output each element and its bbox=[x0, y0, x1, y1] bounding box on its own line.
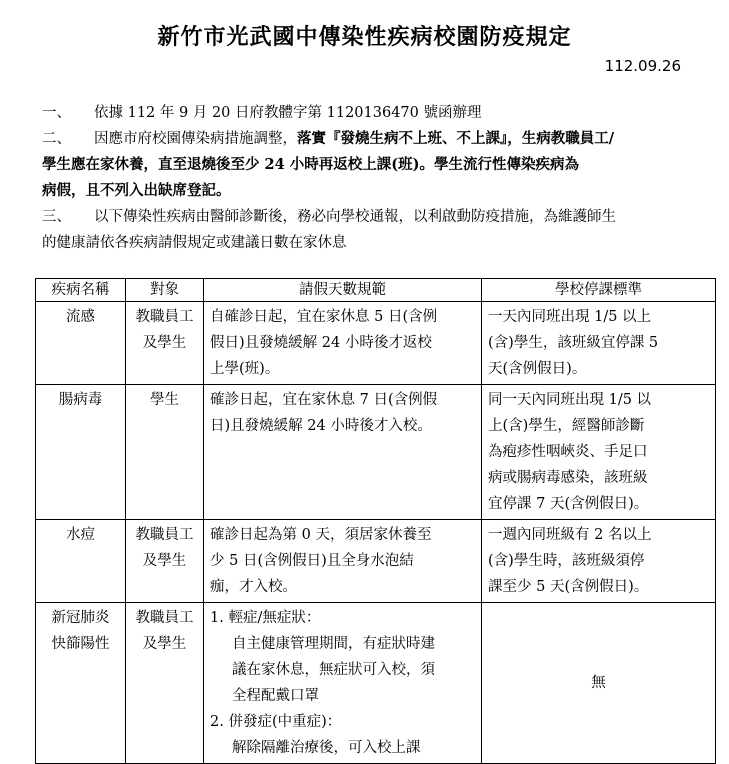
suspension-line: 無 bbox=[591, 675, 606, 691]
disease-name-cell bbox=[36, 603, 126, 764]
leave-line: 議在家休息，無症狀可入校，須 bbox=[232, 662, 435, 678]
disease-name-cell bbox=[36, 385, 126, 520]
document-date: 112.09.26 bbox=[604, 57, 681, 75]
suspension-line: 一天內同班出現 1/5 以上 bbox=[488, 309, 652, 325]
suspension-line: 天(含例假日)。 bbox=[488, 361, 587, 377]
column-header: 疾病名稱 bbox=[36, 279, 126, 302]
item-text: 因應市府校園傳染病措施調整， bbox=[94, 131, 297, 147]
regulation-items bbox=[42, 100, 722, 256]
list-item bbox=[42, 100, 722, 126]
target-cell bbox=[126, 302, 204, 385]
item-text: 的健康請依各疾病請假規定或建議日數在家休息 bbox=[42, 235, 347, 251]
table-row bbox=[36, 603, 716, 764]
leave-line: 確診日起為第 0 天，須居家休養至 bbox=[210, 527, 432, 543]
disease-name: 新冠肺炎 bbox=[51, 610, 110, 626]
suspension-rule-cell bbox=[482, 385, 716, 520]
table-row bbox=[36, 302, 716, 385]
target-cell bbox=[126, 603, 204, 764]
table-row bbox=[36, 385, 716, 520]
target-line: 及學生 bbox=[142, 636, 187, 652]
table-row bbox=[36, 520, 716, 603]
suspension-rule-cell bbox=[482, 520, 716, 603]
disease-name: 流感 bbox=[66, 309, 95, 325]
leave-line: 自主健康管理期間，有症狀時建 bbox=[232, 636, 435, 652]
suspension-line: 上(含)學生，經醫師診斷 bbox=[488, 418, 645, 434]
disease-name-cell bbox=[36, 520, 126, 603]
leave-line: 確診日起，宜在家休息 7 日(含例假 bbox=[210, 392, 438, 408]
target-cell bbox=[126, 520, 204, 603]
column-header: 對象 bbox=[126, 279, 204, 302]
suspension-line: (含)學生時，該班級須停 bbox=[488, 553, 645, 569]
item-number: 三、 bbox=[42, 209, 71, 225]
page-title: 新竹市光武國中傳染性疾病校園防疫規定 bbox=[157, 25, 572, 50]
disease-name: 腸病毒 bbox=[58, 392, 103, 408]
disease-name: 水痘 bbox=[66, 527, 95, 543]
leave-subitem-heading: 2. 併發症(中重症)： bbox=[210, 714, 342, 730]
suspension-line: 同一天內同班出現 1/5 以 bbox=[488, 392, 652, 408]
suspension-line: 課至少 5 天(含例假日)。 bbox=[488, 579, 649, 595]
target-line: 及學生 bbox=[142, 335, 187, 351]
target-line: 及學生 bbox=[142, 553, 187, 569]
list-item bbox=[42, 126, 722, 204]
leave-line: 解除隔離治療後，可入校上課 bbox=[232, 740, 421, 756]
suspension-line: (含)學生，該班級宜停課 5 bbox=[488, 335, 659, 351]
target-line: 教職員工 bbox=[135, 610, 194, 626]
suspension-line: 病或腸病毒感染，該班級 bbox=[488, 470, 648, 486]
item-number: 一、 bbox=[42, 105, 71, 121]
item-text: 依據 112 年 9 月 20 日府教體字第 1120136470 號函辦理 bbox=[94, 105, 482, 121]
target-line: 學生 bbox=[150, 392, 179, 408]
table-header-row bbox=[36, 279, 716, 302]
disease-name: 快篩陽性 bbox=[51, 636, 110, 652]
leave-line: 少 5 日(含例假日)且全身水泡結 bbox=[210, 553, 414, 569]
suspension-rule-cell bbox=[482, 302, 716, 385]
column-header: 請假天數規範 bbox=[204, 279, 482, 302]
suspension-line: 一週內同班級有 2 名以上 bbox=[488, 527, 652, 543]
leave-line: 自確診日起，宜在家休息 5 日(含例 bbox=[210, 309, 438, 325]
leave-subitem-heading: 1. 輕症/無症狀： bbox=[210, 610, 321, 626]
leave-line: 痂，才入校。 bbox=[210, 579, 297, 595]
suspension-rule-cell bbox=[482, 603, 716, 764]
item-number: 二、 bbox=[42, 131, 71, 147]
list-item bbox=[42, 204, 722, 256]
column-header: 學校停課標準 bbox=[482, 279, 716, 302]
leave-line: 假日)且發燒緩解 24 小時後才返校 bbox=[210, 335, 432, 351]
leave-line: 日)且發燒緩解 24 小時後才入校。 bbox=[210, 418, 432, 434]
item-text-emphasis: 學生應在家休養，直至退燒後至少 24 小時再返校上課(班)。學生流行性傳染疾病為 bbox=[42, 156, 579, 173]
leave-rule-cell bbox=[204, 302, 482, 385]
target-line: 教職員工 bbox=[135, 309, 194, 325]
leave-rule-cell bbox=[204, 385, 482, 520]
item-text: 以下傳染性疾病由醫師診斷後，務必向學校通報，以利啟動防疫措施，為維護師生 bbox=[94, 209, 616, 225]
item-text-emphasis: 病假，且不列入出缺席登記。 bbox=[42, 182, 231, 199]
target-line: 教職員工 bbox=[135, 527, 194, 543]
suspension-line: 為疱疹性咽峽炎、手足口 bbox=[488, 444, 648, 460]
leave-rule-cell bbox=[204, 603, 482, 764]
suspension-line: 宜停課 7 天(含例假日)。 bbox=[488, 496, 649, 512]
leave-line: 上學(班)。 bbox=[210, 361, 280, 377]
disease-name-cell bbox=[36, 302, 126, 385]
leave-line: 全程配戴口罩 bbox=[232, 688, 319, 704]
disease-table bbox=[35, 278, 716, 764]
item-text-emphasis: 落實『發燒生病不上班、不上課』，生病教職員工/ bbox=[297, 130, 615, 147]
target-cell bbox=[126, 385, 204, 520]
leave-rule-cell bbox=[204, 520, 482, 603]
